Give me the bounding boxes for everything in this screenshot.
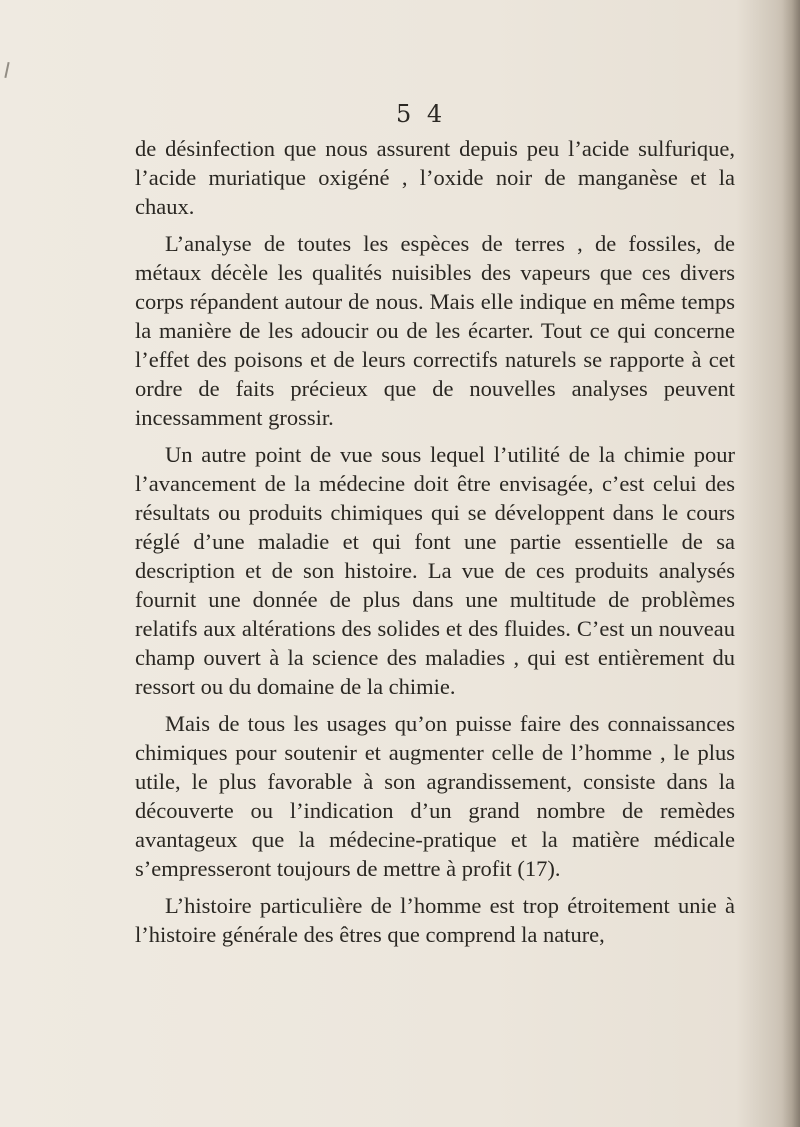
paragraph-continuation: de désinfection que nous assurent depuis peu l’acide sulfurique, l’acide muriatique oxigéné , l’oxide noir de manganèse et la chaux.	[135, 136, 735, 219]
paragraph-usages: Mais de tous les usages qu’on puisse faire des connaissances chimiques pour soutenir et augmenter celle de l’homme , le plus utile, le plus favorable à son agrandissement, consiste dans la découverte ou l’indication d’un grand nombre de remèdes avantageux que la médecine-pratique et la matière médicale s’empresseront toujours de mettre à profit (17).	[135, 711, 735, 881]
paragraph-histoire: L’histoire particulière de l’homme est trop étroitement unie à l’histoire générale des êtres que comprend la nature,	[135, 893, 735, 947]
page-edge-shadow	[782, 0, 800, 1127]
body-text	[135, 134, 735, 957]
paragraph-analyse: L’analyse de toutes les espèces de terres , de fossiles, de métaux décèle les qualités nuisibles des vapeurs que ces divers corps répandent autour de nous. Mais elle indique en même temps la manière de les adoucir ou de les écarter. Tout ce qui concerne l’effet des poisons et de leurs correctifs naturels se rapporte à cet ordre de faits précieux que de nouvelles analyses peuvent incessamment grossir.	[135, 231, 735, 430]
paragraph-point-de-vue: Un autre point de vue sous lequel l’utilité de la chimie pour l’avancement de la médecine doit être envisagée, c’est celui des résultats ou produits chimiques qui se développent dans le cours réglé d’une maladie et qui font une partie essentielle de sa description et de son histoire. La vue de ces produits analysés fournit une donnée de plus dans une multitude de problèmes relatifs aux altérations des solides et des fluides. C’est un nouveau champ ouvert à la science des maladies , qui est entièrement du ressort ou du domaine de la chimie.	[135, 442, 735, 699]
margin-mark	[4, 62, 9, 78]
page-number: 5 4	[396, 100, 447, 128]
